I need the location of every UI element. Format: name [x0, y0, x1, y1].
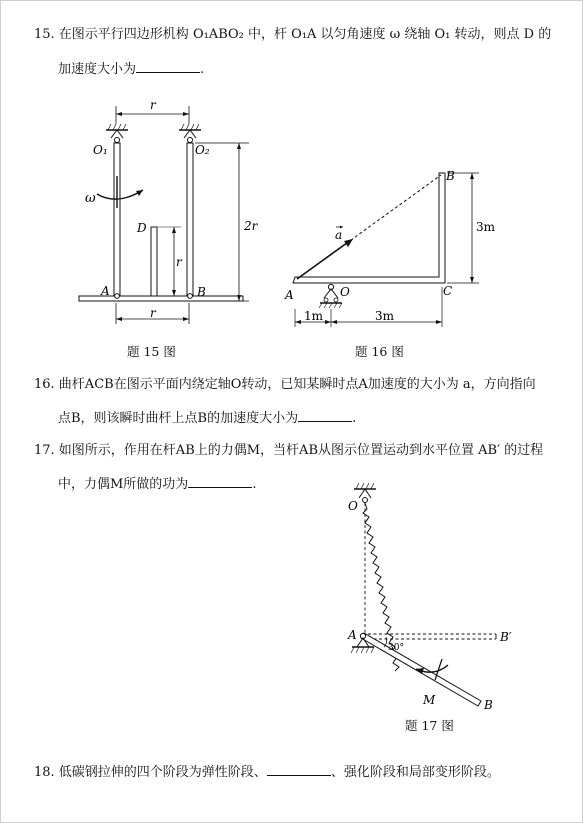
question-17-end: . [252, 477, 257, 492]
answer-blank-15[interactable] [136, 58, 200, 73]
fig17-label-A: A [348, 628, 357, 642]
fig15-label-omega: ω [85, 191, 96, 206]
fig16-label-1m: 1m [304, 309, 324, 323]
question-15-end: . [200, 62, 205, 77]
fig16-label-3m-bottom: 3m [375, 309, 395, 323]
answer-blank-18[interactable] [267, 761, 331, 776]
question-16-line-2 [58, 407, 356, 429]
question-17-line-2 [58, 473, 256, 495]
fig15-label-r-bottom: r [150, 306, 156, 320]
fig16-label-A: A [285, 288, 294, 302]
question-16-line-1: 16. 曲杆ACB在图示平面内绕定轴O转动，已知某瞬时点A加速度的大小为 a，方向指向 [34, 377, 536, 392]
fig16-bar-ACB [293, 173, 445, 283]
fig16-label-a: a [335, 228, 343, 242]
fig15-label-r-top: r [150, 98, 156, 112]
question-18-text-after: 、强化阶段和局部变形阶段。 [330, 765, 500, 780]
fig16-label-C: C [443, 284, 453, 298]
fig15-label-O1: O₁ [93, 143, 108, 157]
fig17-label-O: O [348, 499, 358, 513]
fig16-label-O: O [340, 285, 350, 299]
fig15-label-r-mid: r [176, 255, 182, 269]
figure-15-diagram [71, 96, 261, 331]
fig17-label-B-prime: B′ [500, 630, 512, 644]
fig15-rod-O2B [187, 143, 193, 295]
question-16-end: . [352, 411, 357, 426]
answer-blank-17[interactable] [188, 473, 252, 488]
fig16-label-3m-right: 3m [476, 220, 496, 234]
fig15-label-D: D [137, 221, 147, 235]
fig16-label-B: B [446, 169, 455, 183]
question-15-line-2 [58, 58, 204, 80]
fig15-label-O2: O₂ [195, 143, 210, 157]
question-17-line-1: 17. 如图所示，作用在杆AB上的力偶M，当杆AB从图示位置运动到水平位置 AB′ 的过程 [34, 443, 544, 458]
question-16-prompt: 点B，则该瞬时曲杆上点B的加速度大小为 [58, 411, 299, 426]
fig15-label-2r: 2r [244, 219, 258, 233]
fig15-rod-O1A [114, 143, 120, 295]
question-17-prompt: 中，力偶M所做的功为 [58, 477, 189, 492]
figure-17-diagram [336, 479, 521, 714]
fig15-rod-D [151, 227, 157, 297]
fig16-accel-arrow [297, 240, 351, 279]
fig17-label-M: M [423, 693, 436, 707]
figure-15-caption: 题 15 图 [127, 344, 176, 359]
fig15-support-right [179, 124, 201, 138]
fig15-label-B: B [197, 285, 206, 299]
answer-blank-16[interactable] [298, 407, 352, 422]
question-18-text-before: 18. 低碳钢拉伸的四个阶段为弹性阶段、 [34, 765, 267, 780]
figure-16-diagram [279, 161, 504, 336]
figure-17-caption: 题 17 图 [405, 718, 454, 733]
question-18-line [34, 761, 500, 783]
figure-16-caption: 题 16 图 [355, 344, 404, 359]
question-15-prompt: 加速度大小为 [58, 62, 137, 77]
fig16-support-O [319, 284, 342, 308]
question-15-line-1: 15. 在图示平行四边形机构 O₁ABO₂ 中，杆 O₁A 以匀角速度 ω 绕轴 O₁ 转动，则点 D 的 [34, 27, 552, 42]
fig15-support-left [106, 124, 128, 138]
fig17-label-angle: 30° [388, 643, 404, 653]
fig15-label-A: A [101, 284, 110, 298]
fig17-label-B: B [484, 698, 493, 712]
